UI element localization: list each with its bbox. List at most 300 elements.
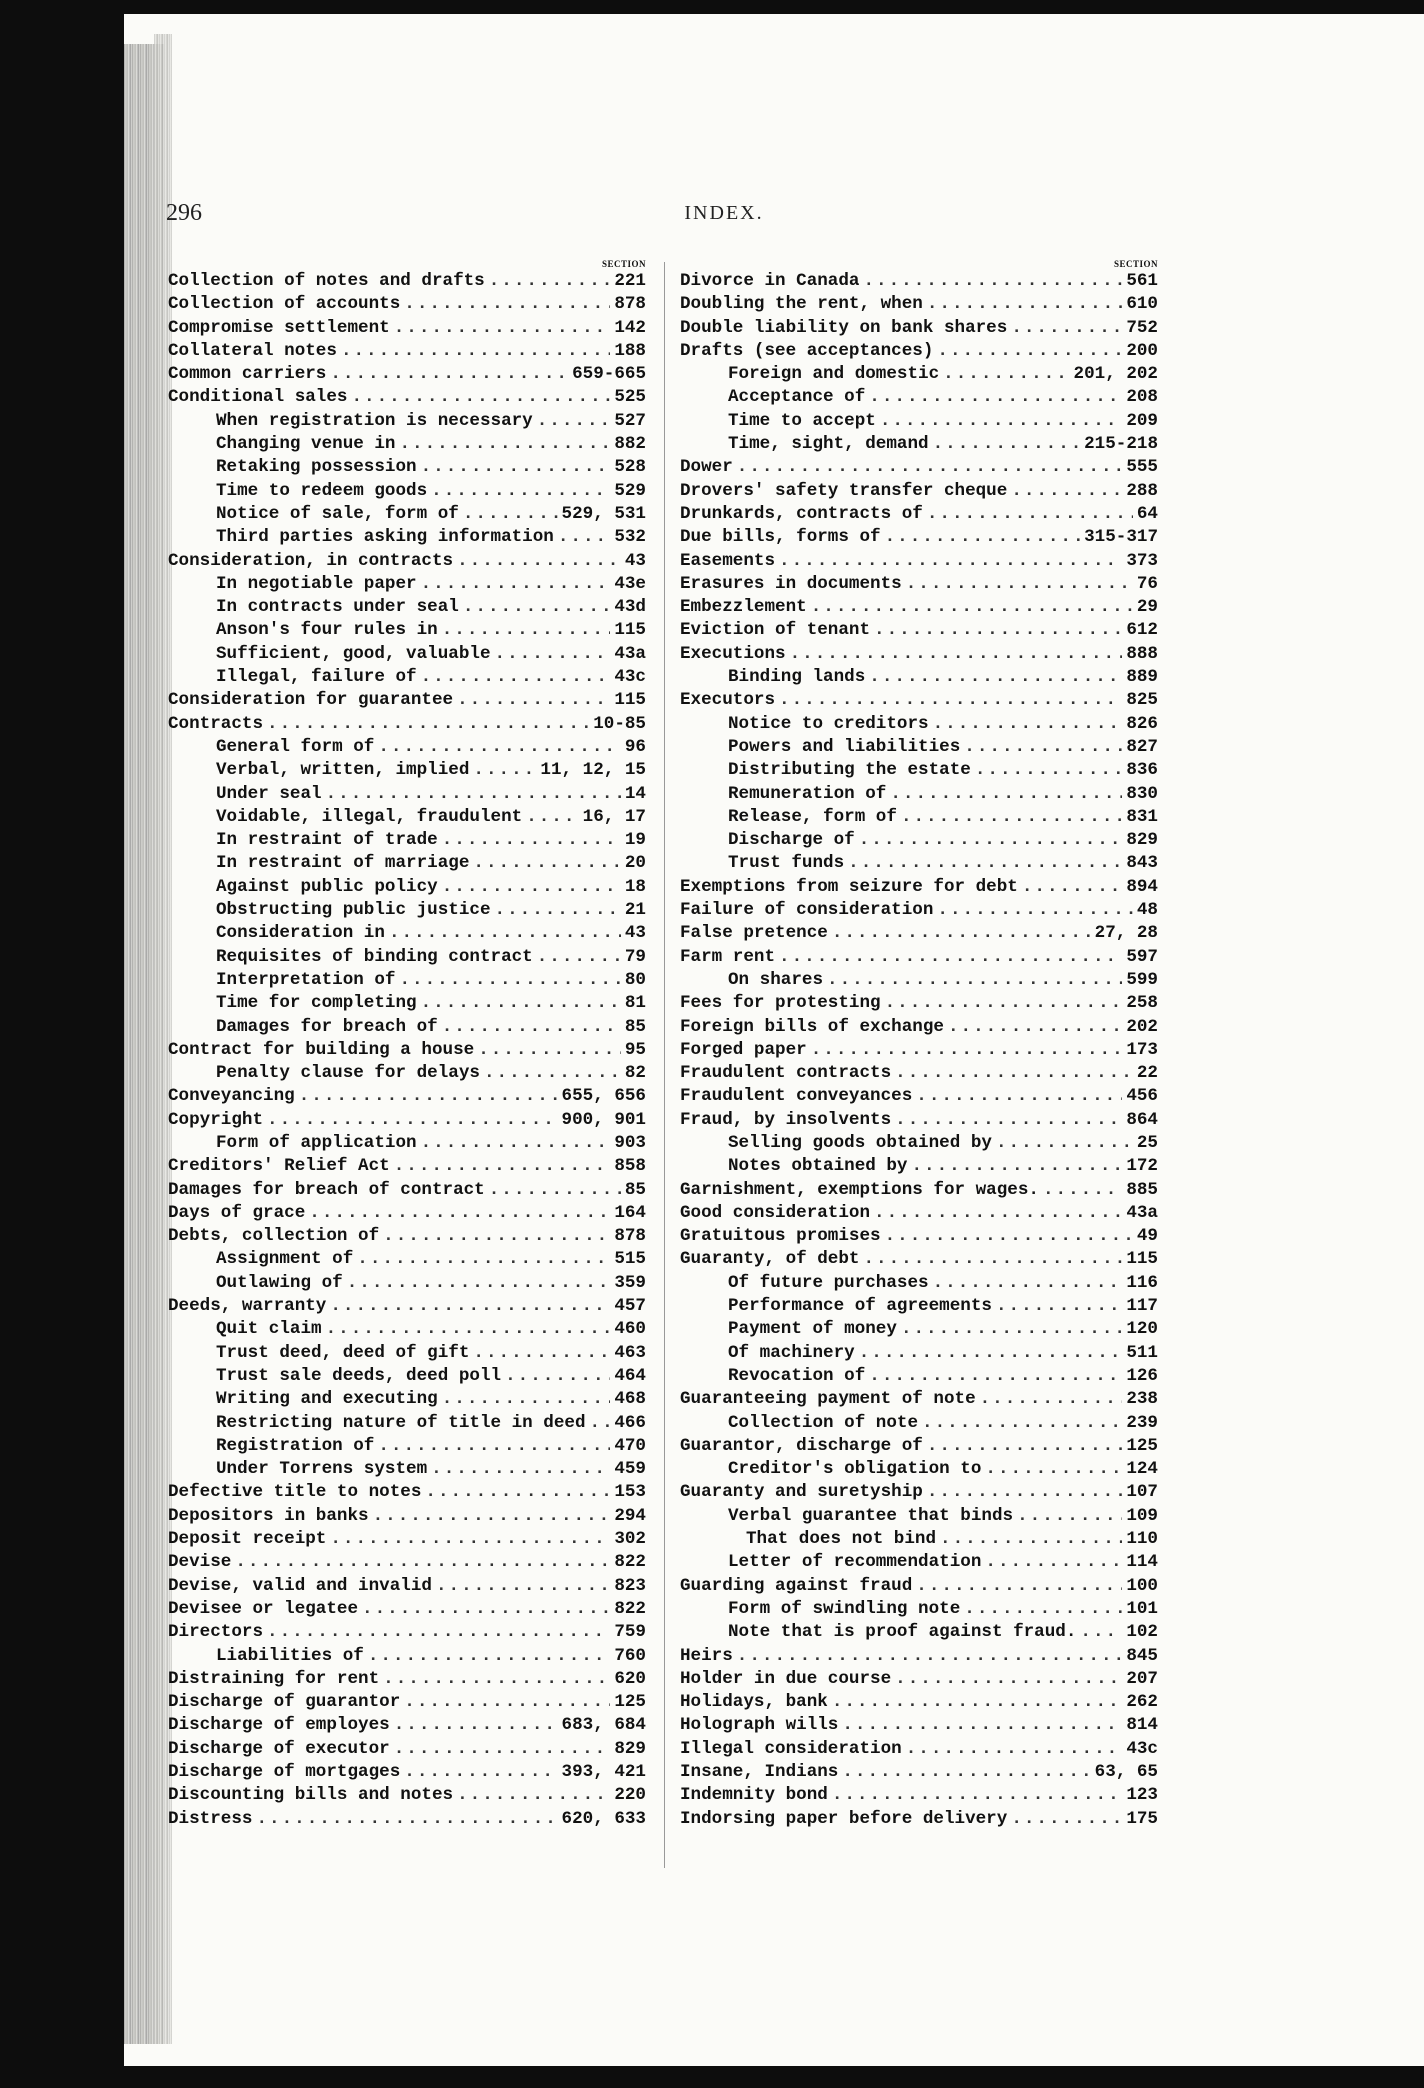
dot-leader bbox=[1011, 317, 1122, 340]
index-entry bbox=[680, 759, 1158, 782]
entry-label: Collection of accounts bbox=[168, 294, 401, 315]
entry-label: Verbal guarantee that binds bbox=[728, 1505, 1014, 1526]
section-number: 114 bbox=[1126, 1552, 1158, 1573]
index-entry bbox=[168, 1528, 646, 1551]
entry-label: Depositors in banks bbox=[168, 1505, 369, 1526]
entry-label: In negotiable paper bbox=[216, 573, 417, 594]
section-number: 82 bbox=[624, 1063, 646, 1084]
section-number: 373 bbox=[1126, 550, 1158, 571]
entry-label: Erasures in documents bbox=[680, 573, 902, 594]
dot-leader bbox=[341, 340, 610, 363]
index-entry bbox=[168, 806, 646, 829]
dot-leader bbox=[537, 410, 611, 433]
section-number: 49 bbox=[1136, 1226, 1158, 1247]
dot-leader bbox=[421, 573, 611, 596]
entry-label: Exemptions from seizure for debt bbox=[680, 876, 1018, 897]
entry-label: Consideration for guarantee bbox=[168, 690, 454, 711]
index-entry bbox=[680, 852, 1158, 875]
dot-leader bbox=[394, 1155, 611, 1178]
entry-label: Against public policy bbox=[216, 876, 438, 897]
section-number: 827 bbox=[1126, 736, 1158, 757]
index-entry bbox=[168, 876, 646, 899]
dot-leader bbox=[495, 643, 611, 666]
entry-label: Guaranty, of debt bbox=[680, 1249, 860, 1270]
section-number: 79 bbox=[624, 946, 646, 967]
section-number: 238 bbox=[1126, 1389, 1158, 1410]
dot-leader bbox=[790, 643, 1123, 666]
section-number: 468 bbox=[614, 1389, 646, 1410]
index-entry bbox=[168, 1761, 646, 1784]
index-entry bbox=[680, 270, 1158, 293]
entry-label: Note that is proof against fraud. bbox=[728, 1622, 1077, 1643]
section-number: 894 bbox=[1126, 876, 1158, 897]
dot-leader bbox=[964, 736, 1122, 759]
section-number: 164 bbox=[614, 1202, 646, 1223]
dot-leader bbox=[436, 1575, 610, 1598]
section-number: 528 bbox=[614, 457, 646, 478]
entry-label: Failure of consideration bbox=[680, 900, 934, 921]
dot-leader bbox=[737, 456, 1123, 479]
dot-leader bbox=[421, 992, 621, 1015]
index-entry bbox=[680, 1714, 1158, 1737]
section-number: 882 bbox=[614, 434, 646, 455]
dot-leader bbox=[431, 480, 610, 503]
dot-leader bbox=[827, 969, 1122, 992]
index-entry bbox=[168, 689, 646, 712]
section-number: 95 bbox=[624, 1039, 646, 1060]
section-number: 393, 421 bbox=[561, 1762, 646, 1782]
dot-leader bbox=[442, 1016, 621, 1039]
entry-label: Gratuitous promises bbox=[680, 1226, 881, 1247]
section-column-label: SECTION bbox=[601, 259, 646, 269]
index-entry bbox=[680, 689, 1158, 712]
index-entry bbox=[680, 1202, 1158, 1225]
dot-leader bbox=[859, 1342, 1123, 1365]
section-number: 900, 901 bbox=[561, 1109, 646, 1130]
index-entry bbox=[680, 1085, 1158, 1108]
index-entry bbox=[680, 386, 1158, 409]
section-number: 125 bbox=[614, 1692, 646, 1713]
section-number: 19 bbox=[624, 830, 646, 851]
entry-label: Guarding against fraud bbox=[680, 1575, 913, 1596]
index-entry bbox=[168, 736, 646, 759]
dot-leader bbox=[463, 503, 558, 526]
section-number: 172 bbox=[1126, 1156, 1158, 1177]
entry-label: Quit claim bbox=[216, 1319, 322, 1340]
dot-leader bbox=[400, 433, 611, 456]
entry-label: Revocation of bbox=[728, 1365, 866, 1386]
page-header bbox=[166, 200, 1282, 240]
dot-leader bbox=[463, 596, 610, 619]
dot-leader bbox=[996, 1132, 1133, 1155]
entry-label: Double liability on bank shares bbox=[680, 317, 1008, 338]
index-entry bbox=[168, 410, 646, 433]
dot-leader bbox=[326, 1318, 611, 1341]
dot-leader bbox=[1043, 1179, 1122, 1202]
dot-leader bbox=[368, 1645, 611, 1668]
section-number: 63, 65 bbox=[1094, 1762, 1158, 1782]
dot-leader bbox=[859, 829, 1123, 852]
entry-label: Drafts (see acceptances) bbox=[680, 340, 934, 361]
section-number: 117 bbox=[1126, 1296, 1158, 1317]
column-divider bbox=[664, 262, 665, 1868]
entry-label: Days of grace bbox=[168, 1202, 306, 1223]
entry-label: Copyright bbox=[168, 1109, 264, 1130]
dot-leader bbox=[927, 293, 1122, 316]
dot-leader bbox=[940, 1528, 1122, 1551]
dot-leader bbox=[442, 1388, 611, 1411]
dot-leader bbox=[906, 1738, 1123, 1761]
entry-label: Directors bbox=[168, 1622, 264, 1643]
entry-label: Doubling the rent, when bbox=[680, 294, 923, 315]
section-number: 85 bbox=[624, 1016, 646, 1037]
index-entry bbox=[680, 526, 1158, 549]
dot-leader bbox=[864, 270, 1123, 293]
dot-leader bbox=[779, 550, 1122, 573]
dot-leader bbox=[362, 1598, 610, 1621]
entry-label: Discharge of mortgages bbox=[168, 1762, 401, 1782]
section-number: 14 bbox=[624, 783, 646, 804]
index-entry bbox=[680, 829, 1158, 852]
section-number: 294 bbox=[614, 1505, 646, 1526]
section-number: 814 bbox=[1126, 1715, 1158, 1736]
section-number: 175 bbox=[1126, 1808, 1158, 1829]
index-entry bbox=[168, 1784, 646, 1807]
index-entry bbox=[168, 852, 646, 875]
index-entry bbox=[680, 503, 1158, 526]
index-entry bbox=[168, 1132, 646, 1155]
section-number: 823 bbox=[614, 1575, 646, 1596]
section-number: 202 bbox=[1126, 1016, 1158, 1037]
index-entry bbox=[680, 946, 1158, 969]
dot-leader bbox=[537, 946, 621, 969]
entry-label: Notes obtained by bbox=[728, 1156, 908, 1177]
entry-label: Distress bbox=[168, 1808, 253, 1829]
entry-label: Indorsing paper before delivery bbox=[680, 1808, 1008, 1829]
entry-label: Guaranty and suretyship bbox=[680, 1482, 923, 1503]
index-entry bbox=[168, 1016, 646, 1039]
section-number: 515 bbox=[614, 1249, 646, 1270]
entry-label: Damages for breach of contract bbox=[168, 1179, 485, 1200]
dot-leader bbox=[378, 736, 621, 759]
dot-leader bbox=[985, 1458, 1122, 1481]
section-number: 612 bbox=[1126, 620, 1158, 641]
entry-label: Creditors' Relief Act bbox=[168, 1156, 390, 1177]
index-entry bbox=[680, 1784, 1158, 1807]
index-entry bbox=[168, 550, 646, 573]
dot-leader bbox=[948, 1016, 1122, 1039]
index-entry bbox=[168, 1458, 646, 1481]
section-number: 822 bbox=[614, 1598, 646, 1619]
dot-leader bbox=[235, 1551, 610, 1574]
index-entry bbox=[680, 1179, 1158, 1202]
index-entry bbox=[168, 1155, 646, 1178]
dot-leader bbox=[394, 317, 611, 340]
section-number: 209 bbox=[1126, 410, 1158, 431]
entry-label: Distributing the estate bbox=[728, 760, 971, 781]
dot-leader bbox=[326, 783, 621, 806]
dot-leader bbox=[383, 1225, 610, 1248]
index-entry bbox=[680, 666, 1158, 689]
dot-leader bbox=[431, 1458, 610, 1481]
section-number: 221 bbox=[614, 271, 646, 291]
index-entry bbox=[168, 340, 646, 363]
section-number: 125 bbox=[1126, 1435, 1158, 1456]
dot-leader bbox=[1011, 1808, 1122, 1831]
section-number: 888 bbox=[1126, 643, 1158, 664]
entry-label: Restricting nature of title in deed bbox=[216, 1412, 586, 1433]
index-entry bbox=[680, 1109, 1158, 1132]
section-number: 464 bbox=[614, 1365, 646, 1386]
section-number: 830 bbox=[1126, 783, 1158, 804]
dot-leader bbox=[890, 783, 1122, 806]
dot-leader bbox=[383, 1668, 610, 1691]
index-entry bbox=[168, 317, 646, 340]
index-entry bbox=[680, 1318, 1158, 1341]
index-entry bbox=[168, 1481, 646, 1504]
section-number: 457 bbox=[614, 1296, 646, 1317]
entry-label: Time to accept bbox=[728, 410, 876, 431]
dot-leader bbox=[442, 619, 611, 642]
dot-leader bbox=[1080, 1621, 1122, 1644]
index-entry bbox=[168, 1062, 646, 1085]
section-number: 173 bbox=[1126, 1039, 1158, 1060]
entry-label: Contracts bbox=[168, 713, 264, 734]
section-number: 21 bbox=[624, 900, 646, 921]
dot-leader bbox=[916, 1085, 1122, 1108]
entry-label: Foreign and domestic bbox=[728, 364, 940, 385]
index-entry bbox=[680, 1295, 1158, 1318]
dot-leader bbox=[937, 899, 1132, 922]
dot-leader bbox=[505, 1365, 610, 1388]
entry-label: Foreign bills of exchange bbox=[680, 1016, 944, 1037]
section-number: 18 bbox=[624, 876, 646, 897]
section-number: 864 bbox=[1126, 1109, 1158, 1130]
section-number: 76 bbox=[1136, 573, 1158, 594]
entry-label: General form of bbox=[216, 736, 375, 757]
index-entry bbox=[168, 1575, 646, 1598]
dot-leader bbox=[404, 1691, 610, 1714]
section-number: 829 bbox=[1126, 830, 1158, 851]
dot-leader bbox=[895, 1109, 1122, 1132]
section-number: 889 bbox=[1126, 667, 1158, 688]
dot-leader bbox=[964, 1598, 1122, 1621]
entry-label: Deposit receipt bbox=[168, 1529, 327, 1550]
section-number: 878 bbox=[614, 294, 646, 315]
index-entry bbox=[168, 1645, 646, 1668]
dot-leader bbox=[869, 1365, 1122, 1388]
section-number: 115 bbox=[1126, 1249, 1158, 1270]
section-number: 200 bbox=[1126, 340, 1158, 361]
index-entry bbox=[680, 1248, 1158, 1271]
entry-label: Embezzlement bbox=[680, 597, 807, 618]
dot-leader bbox=[442, 829, 621, 852]
index-entry bbox=[680, 1691, 1158, 1714]
dot-leader bbox=[912, 1155, 1123, 1178]
section-number: 215-218 bbox=[1084, 434, 1158, 455]
entry-label: Fraud, by insolvents bbox=[680, 1109, 892, 1130]
entry-label: Devise, valid and invalid bbox=[168, 1575, 432, 1596]
dot-leader bbox=[842, 1714, 1122, 1737]
entry-label: Outlawing of bbox=[216, 1272, 343, 1293]
dot-leader bbox=[737, 1645, 1123, 1668]
index-entry bbox=[680, 363, 1158, 386]
dot-leader bbox=[526, 806, 578, 829]
entry-label: Sufficient, good, valuable bbox=[216, 643, 491, 664]
section-number: 43c bbox=[614, 667, 646, 688]
dot-leader bbox=[779, 689, 1122, 712]
section-number: 124 bbox=[1126, 1459, 1158, 1480]
dot-leader bbox=[394, 1738, 611, 1761]
section-number: 683, 684 bbox=[561, 1715, 646, 1736]
dot-leader bbox=[473, 852, 620, 875]
index-entry bbox=[168, 363, 646, 386]
dot-leader bbox=[916, 1575, 1122, 1598]
section-number: 825 bbox=[1126, 690, 1158, 711]
index-entry bbox=[680, 1481, 1158, 1504]
entry-label: Selling goods obtained by bbox=[728, 1132, 992, 1153]
index-entry bbox=[680, 806, 1158, 829]
dot-leader bbox=[937, 340, 1122, 363]
section-number: 659-665 bbox=[572, 364, 646, 385]
dot-leader bbox=[347, 1272, 611, 1295]
index-entry bbox=[168, 1109, 646, 1132]
dot-leader bbox=[832, 1784, 1123, 1807]
index-entry bbox=[680, 876, 1158, 899]
index-entry bbox=[168, 899, 646, 922]
index-entry bbox=[680, 1225, 1158, 1248]
dot-leader bbox=[590, 1412, 611, 1435]
entry-label: Defective title to notes bbox=[168, 1482, 422, 1503]
entry-label: Compromise settlement bbox=[168, 317, 390, 338]
index-entry bbox=[680, 1062, 1158, 1085]
section-number: 258 bbox=[1126, 993, 1158, 1014]
index-entry bbox=[168, 783, 646, 806]
index-entry bbox=[680, 596, 1158, 619]
index-entry bbox=[168, 1365, 646, 1388]
entry-label: Farm rent bbox=[680, 946, 776, 967]
section-number: 85 bbox=[624, 1179, 646, 1200]
entry-label: Form of swindling note bbox=[728, 1598, 961, 1619]
entry-label: Guaranteeing payment of note bbox=[680, 1389, 976, 1410]
index-entry bbox=[680, 783, 1158, 806]
section-number: 463 bbox=[614, 1342, 646, 1363]
dot-leader bbox=[267, 1621, 610, 1644]
dot-leader bbox=[874, 619, 1122, 642]
index-entry bbox=[680, 1365, 1158, 1388]
index-entry bbox=[168, 1179, 646, 1202]
dot-leader bbox=[895, 1062, 1133, 1085]
section-number: 759 bbox=[614, 1622, 646, 1643]
entry-label: Good consideration bbox=[680, 1202, 871, 1223]
dot-leader bbox=[1017, 1505, 1122, 1528]
entry-label: Release, form of bbox=[728, 806, 897, 827]
dot-leader bbox=[457, 689, 610, 712]
index-entry bbox=[680, 922, 1158, 945]
section-number: 64 bbox=[1136, 503, 1158, 524]
section-number: 201, 202 bbox=[1073, 364, 1158, 385]
dot-leader bbox=[901, 806, 1122, 829]
section-number: 456 bbox=[1126, 1086, 1158, 1107]
index-entry bbox=[680, 480, 1158, 503]
section-number: 27, 28 bbox=[1094, 923, 1158, 944]
dot-leader bbox=[943, 363, 1069, 386]
index-entry bbox=[168, 946, 646, 969]
section-number: 188 bbox=[614, 340, 646, 361]
entry-label: Conveyancing bbox=[168, 1086, 295, 1107]
index-entry bbox=[168, 1388, 646, 1411]
entry-label: Conditional sales bbox=[168, 387, 348, 408]
section-number: 11, 12, 15 bbox=[540, 760, 646, 781]
entry-label: Divorce in Canada bbox=[680, 271, 860, 291]
dot-leader bbox=[394, 1714, 558, 1737]
index-entry bbox=[680, 1598, 1158, 1621]
index-entry bbox=[168, 1714, 646, 1737]
index-entry bbox=[680, 1016, 1158, 1039]
entry-label: Contract for building a house bbox=[168, 1039, 475, 1060]
entry-label: Interpretation of bbox=[216, 969, 396, 990]
entry-label: Liabilities of bbox=[216, 1645, 364, 1666]
dot-leader bbox=[352, 386, 611, 409]
dot-leader bbox=[874, 1202, 1122, 1225]
index-entry bbox=[680, 550, 1158, 573]
entry-label: In restraint of trade bbox=[216, 830, 438, 851]
section-number: 120 bbox=[1126, 1319, 1158, 1340]
section-number: 831 bbox=[1126, 806, 1158, 827]
entry-label: Verbal, written, implied bbox=[216, 760, 470, 781]
dot-leader bbox=[421, 456, 611, 479]
section-number: 459 bbox=[614, 1459, 646, 1480]
entry-label: Discharge of executor bbox=[168, 1738, 390, 1759]
dot-leader bbox=[442, 876, 621, 899]
dot-leader bbox=[933, 713, 1123, 736]
entry-label: Notice of sale, form of bbox=[216, 503, 459, 524]
index-entry bbox=[168, 1342, 646, 1365]
entry-label: Insane, Indians bbox=[680, 1762, 839, 1782]
index-entry bbox=[680, 573, 1158, 596]
index-entry bbox=[680, 1272, 1158, 1295]
entry-label: Garnishment, exemptions for wages. bbox=[680, 1179, 1039, 1200]
entry-label: Holograph wills bbox=[680, 1715, 839, 1736]
dot-leader bbox=[864, 1248, 1123, 1271]
entry-label: Distraining for rent bbox=[168, 1668, 380, 1689]
dot-leader bbox=[495, 899, 621, 922]
entry-label: Debts, collection of bbox=[168, 1226, 380, 1247]
dot-leader bbox=[832, 922, 1091, 945]
entry-label: Binding lands bbox=[728, 667, 866, 688]
index-entry bbox=[168, 433, 646, 456]
dot-leader bbox=[457, 550, 621, 573]
dot-leader bbox=[373, 1505, 611, 1528]
dot-leader bbox=[832, 1691, 1123, 1714]
index-entry bbox=[168, 573, 646, 596]
entry-label: Retaking possession bbox=[216, 457, 417, 478]
section-number: 885 bbox=[1126, 1179, 1158, 1200]
index-entry bbox=[680, 433, 1158, 456]
index-entry bbox=[168, 1738, 646, 1761]
index-entry bbox=[168, 1295, 646, 1318]
dot-leader bbox=[980, 1388, 1123, 1411]
entry-label: In restraint of marriage bbox=[216, 853, 470, 874]
dot-leader bbox=[473, 759, 536, 782]
entry-label: Registration of bbox=[216, 1435, 375, 1456]
section-number: 43 bbox=[624, 550, 646, 571]
index-entry bbox=[680, 1668, 1158, 1691]
index-entry bbox=[680, 317, 1158, 340]
dot-leader bbox=[985, 1551, 1122, 1574]
entry-label: Heirs bbox=[680, 1645, 733, 1666]
dot-leader bbox=[906, 573, 1133, 596]
